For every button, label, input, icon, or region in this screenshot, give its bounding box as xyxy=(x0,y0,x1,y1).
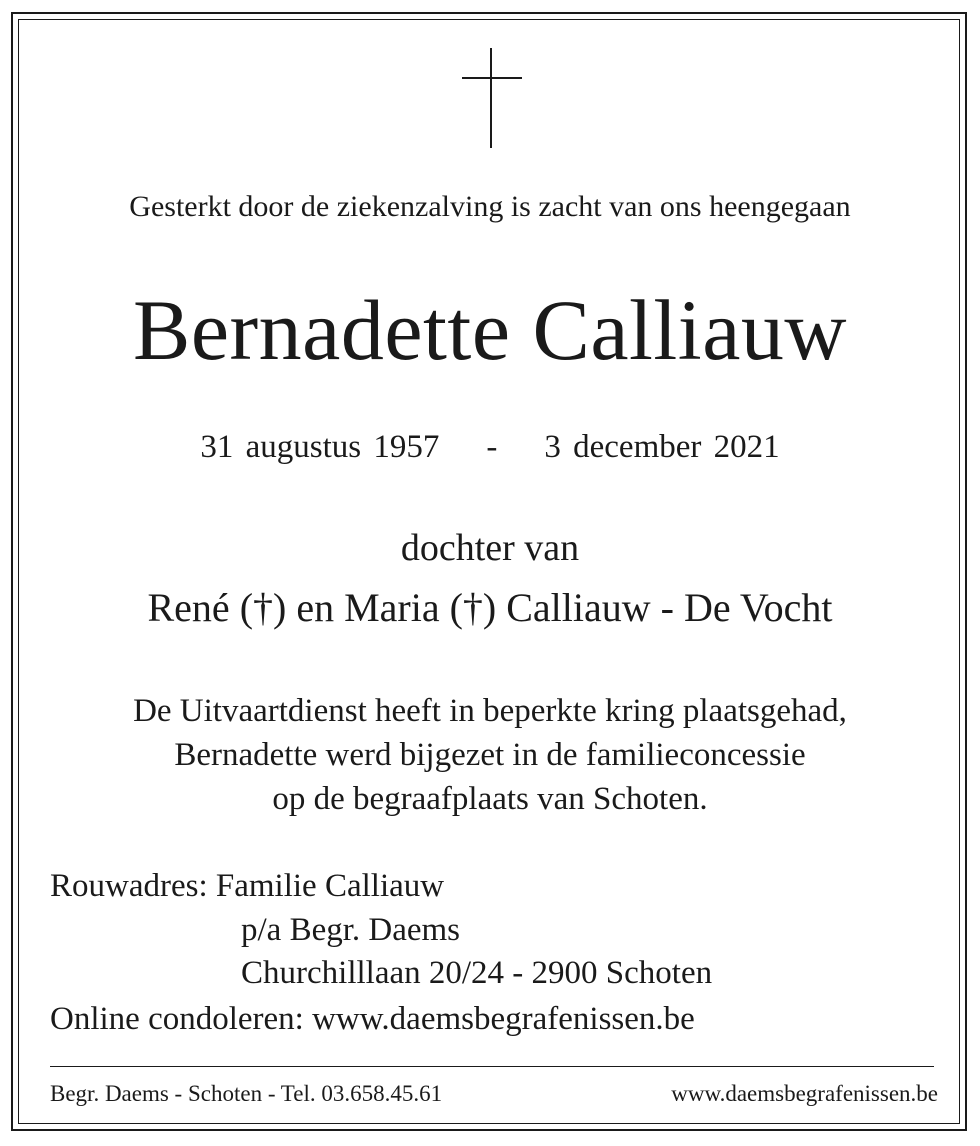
intro-text: Gesterkt door de ziekenzalving is zacht van ons heengegaan xyxy=(129,190,851,223)
funeral-home-contact: Begr. Daems - Schoten - Tel. 03.658.45.61 xyxy=(50,1081,443,1106)
death-date: 3 december 2021 xyxy=(544,429,780,465)
birth-date: 31 augustus 1957 xyxy=(200,429,440,465)
online-condolences: Online condoleren: www.daemsbegrafenissen.be xyxy=(50,1001,695,1037)
mourning-address-label: Rouwadres: Familie Calliauw xyxy=(50,868,445,904)
date-separator: - xyxy=(486,429,498,465)
mourning-address-street: Churchilllaan 20/24 - 2900 Schoten xyxy=(241,955,713,991)
cross-icon xyxy=(462,48,522,148)
mourning-address-care-of: p/a Begr. Daems xyxy=(241,912,461,948)
relation-text: dochter van xyxy=(400,527,580,569)
service-line: Bernadette werd bijgezet in de familieconcessie xyxy=(174,737,806,773)
service-line: op de begraafplaats van Schoten. xyxy=(272,781,708,817)
parents-text: René (†) en Maria (†) Calliauw - De Vocht xyxy=(147,585,833,630)
footer-divider xyxy=(50,1066,934,1067)
service-line: De Uitvaartdienst heeft in beperkte kring plaatsgehad, xyxy=(133,693,847,729)
deceased-name: Bernadette Calliauw xyxy=(133,282,847,378)
life-dates xyxy=(0,429,980,466)
funeral-home-website: www.daemsbegrafenissen.be xyxy=(671,1081,938,1106)
